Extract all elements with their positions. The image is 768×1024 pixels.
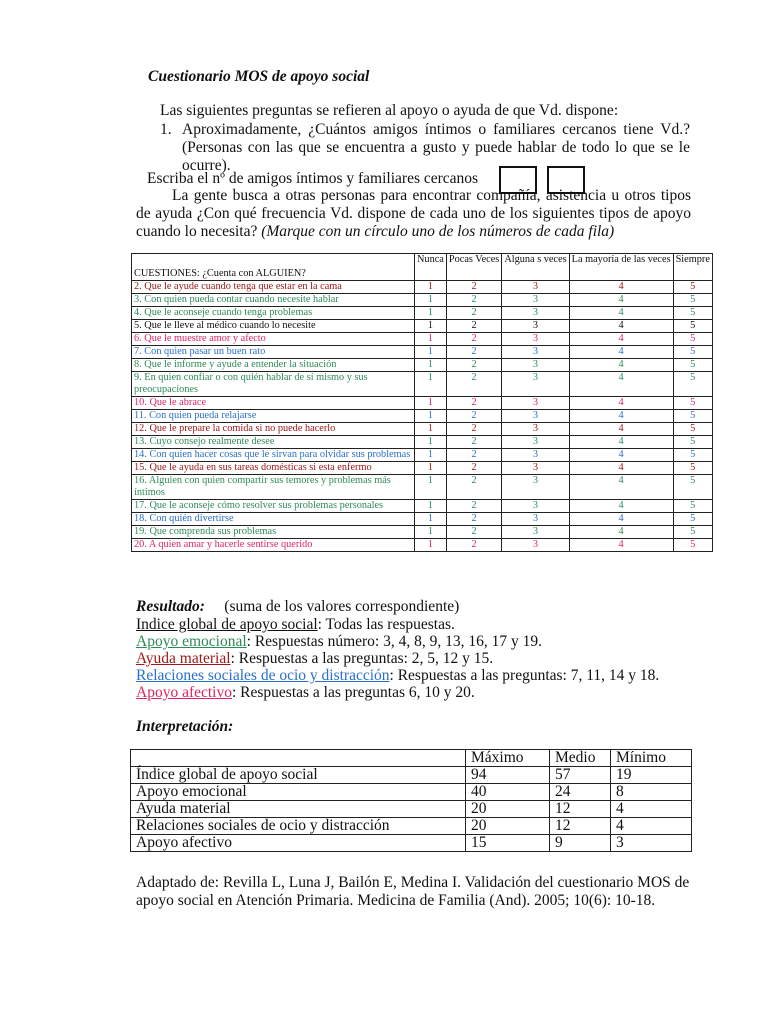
interp-header-blank [131,750,466,767]
interp-value: 24 [550,784,611,801]
answer-option[interactable]: 5 [673,372,712,397]
answer-option[interactable]: 3 [502,539,569,552]
answer-option[interactable]: 2 [446,436,501,449]
header-pocas: Pocas Veces [446,254,501,281]
answer-option[interactable]: 1 [415,410,447,423]
answer-option[interactable]: 1 [415,346,447,359]
answer-option[interactable]: 5 [673,397,712,410]
result-label: Ayuda material [136,650,231,667]
answer-option[interactable]: 5 [673,539,712,552]
reference-citation: Adaptado de: Revilla L, Luna J, Bailón E, Medina I. Validación del cuestionario MOS de apoyo social en Atención Primaria. Medicina de Familia (And). 2005; 10(6): 10-18. [136,874,690,909]
interpretacion-label: Interpretación: [136,718,234,735]
answer-option[interactable]: 2 [446,475,501,500]
table-row [132,294,713,307]
answer-option[interactable]: 2 [446,423,501,436]
answer-option[interactable]: 4 [569,526,673,539]
answer-option[interactable]: 2 [446,294,501,307]
answer-option[interactable]: 5 [673,281,712,294]
answer-option[interactable]: 3 [502,397,569,410]
question-text: 7. Con quien pasar un buen rato [132,346,415,359]
question-text: 2. Que le ayude cuando tenga que estar en la cama [132,281,415,294]
answer-option[interactable]: 3 [502,372,569,397]
interpretation-table [130,749,692,852]
answer-option[interactable]: 2 [446,281,501,294]
interp-value: 3 [611,835,692,852]
answer-option[interactable]: 1 [415,500,447,513]
answer-option[interactable]: 1 [415,333,447,346]
question-text: 17. Que le aconseje cómo resolver sus problemas personales [132,500,415,513]
question-text: 18. Con quién divertirse [132,513,415,526]
result-text: : Respuestas a las preguntas: 7, 11, 14 y 18. [389,667,660,684]
header-mayoria: La mayoría de las veces [569,254,673,281]
answer-option[interactable]: 5 [673,513,712,526]
question-text: 20. A quien amar y hacerle sentirse querido [132,539,415,552]
answer-option[interactable]: 4 [569,372,673,397]
answer-option[interactable]: 3 [502,294,569,307]
answer-option[interactable]: 2 [446,333,501,346]
table-row [132,449,713,462]
interp-value: 12 [550,801,611,818]
mos-questions-table [131,253,713,552]
interp-header-max: Máximo [466,750,550,767]
answer-option[interactable]: 5 [673,526,712,539]
question-text: 5. Que le lleve al médico cuando lo necesite [132,320,415,333]
answer-option[interactable]: 4 [569,500,673,513]
answer-option[interactable]: 1 [415,526,447,539]
question-text: 11. Con quien pueda relajarse [132,410,415,423]
friends-count-label: Escriba el nº de amigos íntimos y familiares cercanos [147,170,479,187]
answer-option[interactable]: 1 [415,423,447,436]
answer-option[interactable]: 4 [569,397,673,410]
answer-option[interactable]: 3 [502,436,569,449]
answer-option[interactable]: 5 [673,462,712,475]
answer-option[interactable]: 1 [415,436,447,449]
answer-option[interactable]: 5 [673,333,712,346]
header-siempre: Siempre [673,254,712,281]
answer-option[interactable]: 5 [673,320,712,333]
answer-option[interactable]: 3 [502,500,569,513]
interp-row [131,767,692,784]
answer-option[interactable]: 2 [446,397,501,410]
question-text: 19. Que comprenda sus problemas [132,526,415,539]
table-row [132,333,713,346]
table-row [132,423,713,436]
answer-option[interactable]: 3 [502,526,569,539]
answer-option[interactable]: 1 [415,397,447,410]
answer-option[interactable]: 4 [569,359,673,372]
instructions-paragraph [136,187,691,241]
interp-value: 20 [466,818,550,835]
question-text: 9. En quien confiar o con quién hablar de sí mismo y sus preocupaciones [132,372,415,397]
answer-option[interactable]: 1 [415,281,447,294]
interp-value: 8 [611,784,692,801]
result-text: : Respuestas a las preguntas 6, 10 y 20. [231,684,475,701]
interp-value: 20 [466,801,550,818]
answer-option[interactable]: 3 [502,475,569,500]
interp-category: Ayuda material [131,801,466,818]
result-line [136,650,493,668]
answer-option[interactable]: 5 [673,449,712,462]
answer-option[interactable]: 4 [569,294,673,307]
interp-value: 9 [550,835,611,852]
result-text: : Respuestas a las preguntas: 2, 5, 12 y 15. [230,650,494,667]
question-text: 16. Alguien con quien compartir sus temores y problemas más íntimos [132,475,415,500]
interp-value: 94 [466,767,550,784]
table-row [132,526,713,539]
result-text: : Todas las respuestas. [317,616,455,633]
result-line [136,633,542,651]
result-label: Apoyo emocional [136,633,247,650]
answer-option[interactable]: 2 [446,449,501,462]
answer-option[interactable]: 3 [502,307,569,320]
answer-option[interactable]: 2 [446,410,501,423]
table-row [132,513,713,526]
table-row [132,307,713,320]
answer-option[interactable]: 4 [569,333,673,346]
answer-option[interactable]: 2 [446,526,501,539]
answer-option[interactable]: 4 [569,423,673,436]
resultado-note: (suma de los valores correspondiente) [224,598,460,615]
interp-row [131,818,692,835]
question-text: 10. Que le abrace [132,397,415,410]
interp-header-mid: Medio [550,750,611,767]
question-text: 12. Que le prepare la comida si no puede hacerlo [132,423,415,436]
answer-option[interactable]: 2 [446,320,501,333]
answer-option[interactable]: 3 [502,281,569,294]
interp-value: 15 [466,835,550,852]
answer-option[interactable]: 3 [502,462,569,475]
answer-option[interactable]: 3 [502,410,569,423]
answer-option[interactable]: 5 [673,294,712,307]
answer-option[interactable]: 1 [415,294,447,307]
question-1-number: 1. [160,121,172,138]
answer-option[interactable]: 4 [569,449,673,462]
answer-option[interactable]: 4 [569,320,673,333]
result-text: : Respuestas número: 3, 4, 8, 9, 13, 16, 17 y 19. [246,633,542,650]
interp-category: Apoyo afectivo [131,835,466,852]
answer-option[interactable]: 4 [569,475,673,500]
answer-option[interactable]: 4 [569,513,673,526]
table-header-row [132,254,713,281]
answer-option[interactable]: 2 [446,307,501,320]
table-row [132,346,713,359]
question-1-text: Aproximadamente, ¿Cuántos amigos íntimos o familiares cercanos tiene Vd.? (Personas con las que se encuentra a gusto y puede hablar de todo lo que se le ocurre). [182,121,690,174]
table-row [132,500,713,513]
answer-option[interactable]: 3 [502,333,569,346]
header-nunca: Nunca [415,254,447,281]
answer-option[interactable]: 5 [673,346,712,359]
answer-option[interactable]: 5 [673,436,712,449]
interp-value: 57 [550,767,611,784]
page-title: Cuestionario MOS de apoyo social [148,68,370,85]
result-label: Apoyo afectivo [136,684,232,701]
interp-row [131,801,692,818]
answer-option[interactable]: 3 [502,449,569,462]
resultado-line [136,598,459,616]
answer-option[interactable]: 1 [415,539,447,552]
answer-option[interactable]: 5 [673,500,712,513]
interp-value: 40 [466,784,550,801]
interp-row [131,784,692,801]
answer-option[interactable]: 3 [502,359,569,372]
answer-option[interactable]: 4 [569,462,673,475]
question-text: 6. Que le muestre amor y afecto [132,333,415,346]
answer-option[interactable]: 1 [415,307,447,320]
answer-option[interactable]: 5 [673,423,712,436]
answer-option[interactable]: 2 [446,500,501,513]
table-row [132,397,713,410]
answer-option[interactable]: 4 [569,346,673,359]
answer-option[interactable]: 5 [673,359,712,372]
answer-option[interactable]: 2 [446,359,501,372]
result-line [136,616,455,634]
instructions-text: La gente busca a otras personas para encontrar compañía, asistencia u otros tipos de ayuda ¿Con qué frecuencia Vd. dispone de cada uno de los siguientes tipos de apoyo cuando lo necesita? [136,187,691,240]
table-row [132,359,713,372]
table-row [132,539,713,552]
table-row [132,410,713,423]
answer-option[interactable]: 3 [502,513,569,526]
table-row [132,372,713,397]
interp-value: 4 [611,801,692,818]
intro-text: Las siguientes preguntas se refieren al apoyo o ayuda de que Vd. dispone: [160,102,619,119]
question-text: 4. Que le aconseje cuando tenga problemas [132,307,415,320]
answer-option[interactable]: 1 [415,462,447,475]
answer-option[interactable]: 3 [502,423,569,436]
table-row [132,462,713,475]
answer-option[interactable]: 4 [569,539,673,552]
answer-option[interactable]: 2 [446,539,501,552]
instructions-note: (Marque con un círculo uno de los números de cada fila) [261,223,615,240]
table-row [132,320,713,333]
answer-option[interactable]: 1 [415,449,447,462]
answer-option[interactable]: 5 [673,307,712,320]
answer-option[interactable]: 1 [415,359,447,372]
answer-option[interactable]: 2 [446,513,501,526]
resultado-label: Resultado: [136,598,205,615]
interp-value: 4 [611,818,692,835]
answer-option[interactable]: 5 [673,410,712,423]
answer-option[interactable]: 1 [415,475,447,500]
answer-option[interactable]: 2 [446,462,501,475]
result-line [136,684,475,702]
answer-option[interactable]: 1 [415,320,447,333]
question-text: 3. Con quien pueda contar cuando necesite hablar [132,294,415,307]
interp-value: 19 [611,767,692,784]
answer-option[interactable]: 4 [569,410,673,423]
interp-category: Relaciones sociales de ocio y distracción [131,818,466,835]
table-row [132,436,713,449]
question-text: 15. Que le ayuda en sus tareas domésticas si esta enfermo [132,462,415,475]
answer-option[interactable]: 2 [446,372,501,397]
answer-option[interactable]: 3 [502,320,569,333]
answer-option[interactable]: 4 [569,307,673,320]
answer-option[interactable]: 4 [569,436,673,449]
result-line [136,667,659,685]
interp-category: Índice global de apoyo social [131,767,466,784]
answer-option[interactable]: 2 [446,346,501,359]
interp-header-min: Mínimo [611,750,692,767]
interp-header-row [131,750,692,767]
question-text: 13. Cuyo consejo realmente desee [132,436,415,449]
interp-category: Apoyo emocional [131,784,466,801]
answer-option[interactable]: 1 [415,513,447,526]
answer-option[interactable]: 5 [673,475,712,500]
answer-option[interactable]: 1 [415,372,447,397]
header-alguna: Alguna s veces [502,254,569,281]
header-question: CUESTIONES: ¿Cuenta con ALGUIEN? [132,254,415,281]
interp-row [131,835,692,852]
table-row [132,281,713,294]
question-text: 8. Que le informe y ayude a entender la situación [132,359,415,372]
answer-option[interactable]: 4 [569,281,673,294]
result-label: Indice global de apoyo social [136,616,318,633]
interp-value: 12 [550,818,611,835]
table-row [132,475,713,500]
result-label: Relaciones sociales de ocio y distracción [136,667,390,684]
question-text: 14. Con quien hacer cosas que le sirvan para olvidar sus problemas [132,449,415,462]
answer-option[interactable]: 3 [502,346,569,359]
